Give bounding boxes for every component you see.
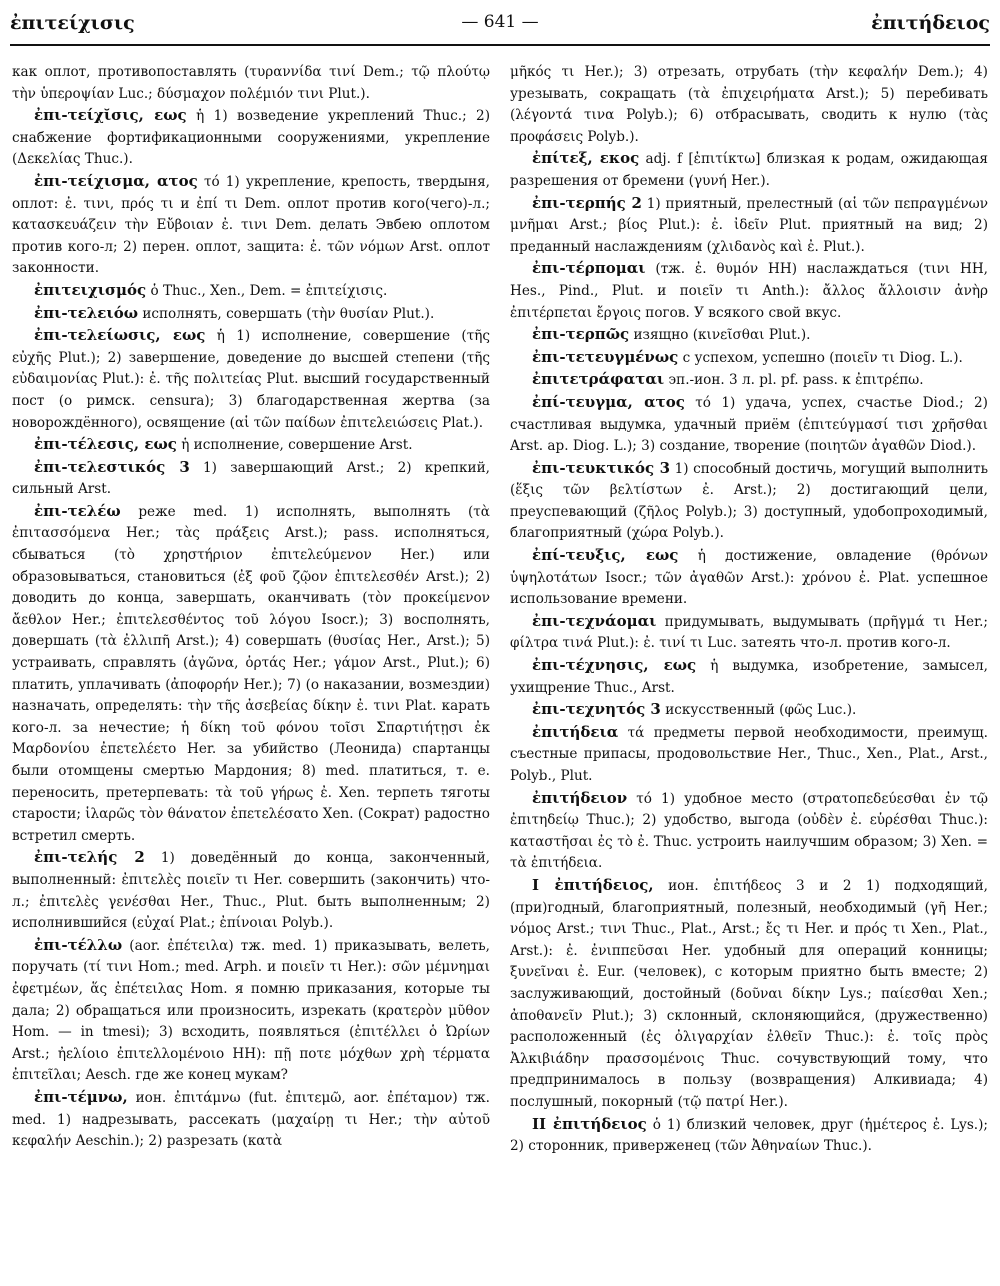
dictionary-entry [510,193,988,259]
entry-text: ἡ 1) исполнение, совершение (τῆς εὐχῆς Plut.); 2) завершение, доведение до высшей степени (τῆς εὐδαιμονίας Plut.): ἐ. τῆς πολιτείας Plut. высший государственный пост (о римск. censura); 3) благодарственная жертва (за новорождённого), освящение (αἱ τῶν παίδων ἐπιτελειώσεις Plat.). [12,328,490,431]
entry-text: τό 1) удобное место (στρατοπεδεύεσθαι ἐν τῷ ἐπιτηδείῳ Thuc.); 2) удобство, выгода (οὐδὲν ἐ. εὑρέσθαι Thuc.): καταστῆσαι ἐς τὸ ἐ. Thuc. устроить наилучшим образом; 3) Xen. = τὰ ἐπιτήδεια. [510,790,988,872]
page-number: — 641 — [461,12,539,32]
right-column [510,62,988,1280]
header-right-word: ἐπιτήδειος [871,12,990,34]
dictionary-entry [510,62,988,148]
dictionary-entry [12,171,490,280]
header-left-word: ἐπιτείχισις [10,12,135,34]
dictionary-entry [12,501,490,848]
dictionary-entry [12,105,490,171]
dictionary-entry [510,545,988,611]
dictionary-entry [12,1087,490,1153]
entry-text: ὁ 1) близкий человек, друг (ἡμέτερος ἐ. Lys.); 2) сторонник, приверженец (τῶν Ἀθηναίων Thuc.). [510,1116,988,1155]
dictionary-entry [510,788,988,875]
dictionary-entry [12,935,490,1087]
entry-headword: ἐπι-τελείωσις, εως [34,326,206,345]
dictionary-entry [510,722,988,788]
entry-headword: ἐπί-τευξις, εως [532,546,679,565]
entry-headword: ἐπίτεξ, εκος [532,149,640,168]
entry-text: 1) способный достичь, могущий выполнить (ἕξις τῶν βελτίστων ἐ. Arst.); 2) достигающий цели, преуспевающий (ζῆλος Polyb.); 3) доступный, удобопроходимый, благоприятный (χώρα Polyb.). [510,460,988,542]
left-column [12,62,490,1280]
dictionary-entry [12,325,490,434]
dictionary-entry [12,62,490,105]
entry-text: с успехом, успешно (ποιεῖν τι Diog. L.). [682,349,963,366]
entry-headword: ἐπιτήδεια [532,722,619,741]
entry-text: ἡ 1) возведение укреплений Thuc.; 2) снабжение фортификационными сооружениями, укрепление (Δεκελίας Thuc.). [12,108,490,168]
entry-text: 1) доведённый до конца, законченный, выполненный: ἐπιτελὲς ποιεῖν τι Her. совершить (закончить) что-л.; ἐπιτελὲς γενέσθαι Her., Thuc., Plut. быть выполненным; 2) исполнившийся (εὐχαί Plat.; ἐπίνοιαι Polyb.). [12,850,490,932]
entry-text: τό 1) укрепление, крепость, твердыня, оплот: ἐ. τινι, πρός τι и ἐπί τι Dem. оплот против кого(чего)-л.; κατασκευάζειν τὴν Εὔβοιαν ἐ. τινι Dem. делать Эвбею оплотом против кого-л; 2) перен. оплот, защита: ἐ. τῶν νόμων Arst. оплот законности. [12,173,490,277]
dictionary-entry [510,875,988,1114]
dictionary-entry [510,655,988,699]
entry-headword: ἐπί-τευγμα, ατος [532,392,685,411]
entry-headword: I ἐπιτήδειος, [532,875,654,894]
entry-headword: ἐπι-τερπής 2 [532,193,642,212]
entry-headword: ἐπιτετράφαται [532,370,665,389]
dictionary-entry [510,458,988,545]
dictionary-entry [510,324,988,347]
dictionary-entry [510,148,988,192]
entry-text: исполнять, совершать (τὴν θυσίαν Plut.). [142,305,435,322]
dictionary-entry [510,347,988,370]
dictionary-entry [510,611,988,655]
entry-text: adj. f [ἐπιτίκτω] близкая к родам, ожидающая разрешения от бремени (γυνή Her.). [510,151,988,189]
dictionary-entry [12,434,490,457]
entry-headword: ἐπι-τεχνάομαι [532,611,657,630]
dictionary-entry [510,699,988,722]
entry-headword: ἐπι-τέμνω, [34,1087,128,1106]
entry-headword: ἐπι-τείχισμα, ατος [34,171,198,190]
page-header [10,12,990,40]
entry-text: ἡ выдумка, изобретение, замысел, ухищрение Thuc., Arst. [510,658,988,696]
entry-headword: ἐπι-τερπῶς [532,325,630,344]
entry-headword: ἐπι-τέλεσις, εως [34,435,177,454]
entry-headword: ἐπι-τέχνησις, εως [532,656,697,675]
entry-headword: ἐπι-τέρπομαι [532,259,646,278]
entry-headword: II ἐπιτήδειος [532,1114,647,1133]
entry-text: 1) завершающий Arst.; 2) крепкий, сильный Arst. [12,459,490,498]
dictionary-entry [510,1114,988,1158]
entry-text: эп.-ион. 3 л. pl. pf. pass. к ἐπιτρέπω. [668,372,924,389]
entry-headword: ἐπι-τείχῐσις, εως [34,106,187,125]
entry-text: ион. ἐπιτάμνω (fut. ἐπιτεμῶ, aor. ἐπέταμον) тж. med. 1) надрезывать, рассекать (μαχαίρῃ τι Her.; τὴν αὐτοῦ κεφαλήν Aeschin.); 2) разрезать (κατὰ [12,1089,490,1150]
entry-text: τά предметы первой необходимости, преимущ. съестные припасы, продовольствие Her., Thuc., Xen., Plat., Arst., Polyb., Plut. [510,724,988,784]
entry-text: искусственный (φῶς Luc.). [665,702,857,719]
dictionary-entry [12,457,490,501]
entry-headword: ἐπιτήδειον [532,788,628,807]
entry-headword: ἐπι-τελειόω [34,303,138,322]
dictionary-entry [12,847,490,934]
dictionary-entry [12,303,490,326]
entry-text: ион. ἐπιτήδεος 3 и 2 1) подходящий, (при)годный, благоприятный, полезный, необходимый (γῆ Her.; νόμος Arst.; τινι Thuc., Plat., Arst.; ἔς τι Her. и πρός τι Xen., Plat., Arst.): ἐ. ἐνιππεῦσαι Her. удобный для операций конницы; ξυνεῖναι ἐ. Eur. (человек), с которым приятно быть вместе; 2) заслуживающий, достойный (δοῦναι δίκην Lys.; παίεσθαι Xen.; ἀποθανεῖν Plut.); 3) склонный, склоняющийся, (дружественно) расположенный (ἐς ὀλιγαρχίαν ἐλθεῖν Thuc.): ἐ. τοῖς πρὸς Ἀλκιβιάδην πρασσομένοις Thuc. сочувствующий тому, что предпринималось в пользу (возвращения) Алкивиада; 4) послушный, покорный (τῷ πατρί Her.). [510,877,988,1110]
entry-text: (aor. ἐπέτειλα) тж. med. 1) приказывать, велеть, поручать (τί τινι Hom.; med. Arph. и ποιεῖν τι Her.): σῶν μέμνημαι ἐφετμέων, ἅς ἐπέτειλας Hom. я помню приказания, которые ты дала; 2) обращаться или произносить, изрекать (κρατερὸν μῦθον Hom. — in tmesi); 3) всходить, появляться (ἐπιτέλλει ὁ Ὠρίων Arst.; ἠελίοιο ἐπιτελλομένοιο HH): πῇ ποτε μόχθων χρὴ τέρματα ἐπιτεῖλαι; Aesch. где же конец мукам? [12,937,490,1084]
entry-text: 1) приятный, прелестный (αἱ τῶν πεπραγμένων μνῆμαι Arst.; βίος Plut.): ἐ. ἰδεῖν Plut. приятный на вид; 2) преданный наслаждениям (χλιδανὸς καὶ ἐ. Plut.). [510,195,988,255]
entry-text: μῆκός τι Her.); 3) отрезать, отрубать (τὴν κεφαλήν Dem.); 4) урезывать, сокращать (τὰ ἐπιχειρήματα Arst.); 5) перебивать (λέγοντά τινα Polyb.); 6) отбрасывать, сводить к нулю (τὰς προφάσεις Polyb.). [510,64,988,145]
entry-headword: ἐπι-τελεστικός 3 [34,457,190,476]
entry-text: (тж. ἐ. θυμόν HH) наслаждаться (τινι HH, Hes., Pind., Plut. и ποιεῖν τι Anth.): ἄλλος ἄλλοισιν ἀνὴρ ἐπιτέρπεται ἔργοις погов. У всякого свой вкус. [510,261,988,321]
dictionary-entry [510,369,988,392]
dictionary-entry [12,280,490,303]
entry-text: реже med. 1) исполнять, выполнять (τὰ ἐπιτασσόμενα Her.; τὰς πράξεις Arst.); pass. исполняться, сбываться (τὸ χρηστήριον ἐπιτελεύμενον Her.) или образовываться, становиться (ἐξ φοῦ ζῷον ἐπιτελεσθέν Arst.); 2) доводить до конца, завершать, оканчивать (τὸν προκείμενον ἄεθλον Her.; ἐπιτελεσθέντος τοῦ λόγου Isocr.); 3) восполнять, довершать (τὰ ἐλλιπῆ Arst.); 4) совершать (θυσίας Her., Arst.); 5) устраивать, справлять (ἀγῶνα, ὁρτάς Her.; γάμον Arst., Plut.); 6) платить, уплачивать (ἀποφορήν Her.); 7) (о наказании, возмездии) назначать, определять: τὴν τῆς ἀσεβείας δίκην ἐ. τινι Plat. карать кого-л. за нечестие; ἡ δίκη τοῦ φόνου τοῖσι Σπαρτιήτῃσι ἐκ Μαρδονίου ἐπετελέετο Her. за убийство (Леонида) спартанцы были отомщены смертью Мардония; 8) med. платиться, т. е. переносить, претерпевать: τὰ τοῦ γήρως ἐ. Xen. терпеть тяготы старости; ἱλαρῶς τὸν θάνατον ἐπετελέσατο Xen. (Сократ) радостно встретил смерть. [12,503,490,844]
entry-headword: ἐπι-τέλλω [34,935,123,954]
dictionary-entry [510,258,988,324]
entry-headword: ἐπι-τελής 2 [34,848,145,867]
header-rule [10,44,990,46]
dictionary-entry [510,392,988,458]
entry-headword: ἐπι-τετευγμένως [532,347,679,366]
entry-text: ὁ Thuc., Xen., Dem. = ἐπιτείχισις. [150,282,388,299]
entry-headword: ἐπι-τεχνητός 3 [532,700,661,719]
entry-text: ἡ исполнение, совершение Arst. [181,437,413,454]
entry-headword: ἐπιτειχισμός [34,280,147,299]
entry-headword: ἐπι-τελέω [34,501,121,520]
entry-text: придумывать, выдумывать (πρῆγμά τι Her.; φίλτρα τινά Plut.): ἐ. τινί τι Luc. затеять что-л. против кого-л. [510,613,988,652]
entry-text: изящно (κινεῖσθαι Plut.). [633,327,811,344]
entry-text: τό 1) удача, успех, счастье Diod.; 2) счастливая выдумка, удачный приём (ἐπιτεύγμασί τισι χρῆσθαι Arst. ap. Diog. L.); 3) создание, творение (ποιητῶν ἀγαθῶν Diod.). [510,394,988,455]
entry-text: ἡ достижение, овладение (θρόνων ὑψηλοτάτων Isocr.; τῶν ἀγαθῶν Arst.): χρόνου ἐ. Plat. успешное использование времени. [510,548,988,608]
entry-headword: ἐπι-τευκτικός 3 [532,458,671,477]
entry-text: как оплот, противопоставлять (τυραννίδα τινί Dem.; τῷ πλούτῳ τὴν ὑπεροψίαν Luc.; δύσμαχον πολέμιόν τινι Plut.). [12,64,490,102]
